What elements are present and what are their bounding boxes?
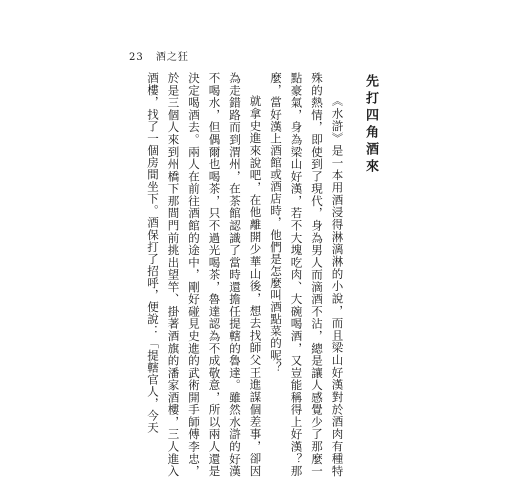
book-title: 酒之狂 <box>155 52 189 63</box>
paragraph: 《水滸》是一本用酒浸得淋漓淋的小說，而且梁山好漢對於酒肉有種特殊的熱情，即使到了現代，身為男人而滴酒不沾，總是讓人感覺少了那麼一點豪氣，身為梁山好漢，若不大塊吃肉、大碗喝酒，又豈能稱得上好漢？那麼，當好漢上酒館或酒店時，他們是怎麼叫酒點菜的呢？ <box>269 72 345 477</box>
chapter-title: 先打四角酒來 <box>363 74 378 176</box>
running-header <box>129 48 189 63</box>
page-body <box>146 72 380 477</box>
paragraph: 就拿史進來說吧，在他離開少華山後，想去找師父王進謀個差事，卻因為走錯路而到渭州，在茶館認識了當時還擔任提轄的魯達。雖然水滸的好漢不喝水，但偶爾也喝茶，只不過光喝茶，魯達認為不成敬意，所以兩人還是決定喝酒去。兩人在前往酒館的途中，剛好碰見史進的武術開手師傅李忠，於是三個人來到州橋下那間門前挑出望竿、掛著酒旗的潘家酒樓，三人進入酒樓，找了一個房間坐下。酒保打了招呼，便說：「提轄官人，今天 <box>146 72 263 477</box>
page-number: 23 <box>129 52 144 63</box>
